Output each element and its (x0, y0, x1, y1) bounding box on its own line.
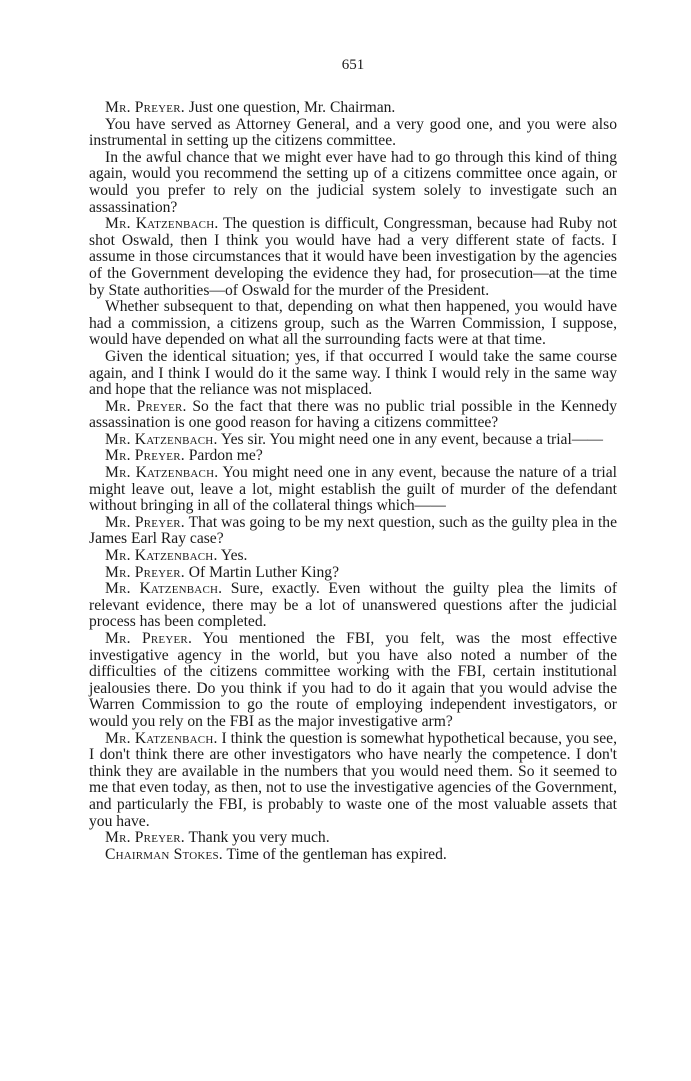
speaker-name: Chairman Stokes. (105, 845, 223, 863)
transcript-paragraph (89, 349, 617, 399)
page-number: 651 (341, 57, 365, 73)
transcript-paragraph (89, 847, 617, 864)
document-page (89, 56, 617, 863)
transcript-paragraph (89, 515, 617, 548)
transcript-paragraph (89, 150, 617, 216)
transcript-paragraph (89, 432, 617, 449)
speaker-name: Mr. Preyer. (105, 829, 185, 847)
paragraph-text: Given the identical situation; yes, if that occurred I would take the same course again, and I think I would do it the same way. I think I would rely in the same way and hope that the reliance was not misplaced. (89, 347, 617, 399)
speaker-name: Mr. Preyer. (105, 563, 185, 581)
transcript-paragraph (89, 830, 617, 847)
paragraph-text: Sure, exactly. Even without the guilty plea the limits of relevant evidence, there may be a lot of unanswered questions after the judicial process has been completed. (89, 580, 618, 631)
paragraph-text: You might need one in any event, because the nature of a trial might leave out, leave a lot, might establish the guilt of murder of the defendant without bringing in all of the collateral things which—— (89, 464, 617, 515)
transcript-paragraph (89, 548, 617, 565)
transcript-paragraph (89, 216, 617, 299)
speaker-name: Mr. Preyer. (105, 630, 193, 647)
transcript-paragraph (89, 299, 617, 349)
transcript-paragraph (89, 581, 617, 631)
paragraph-text: Of Martin Luther King? (184, 563, 339, 581)
transcript-paragraph (89, 465, 617, 515)
speaker-name: Mr. Preyer. (105, 513, 185, 531)
speaker-name: Mr. Katzenbach. (105, 729, 218, 747)
transcript-paragraph (89, 731, 617, 831)
speaker-name: Mr. Preyer. (105, 397, 187, 415)
speaker-name: Mr. Katzenbach. (105, 464, 219, 482)
paragraph-text: In the awful chance that we might ever have had to go through this kind of thing again, would you recommend the setting up of a citizens committee once again, or would you prefer to rely on the judicial system solely to investigate such an assassination? (89, 148, 617, 216)
paragraph-text: Whether subsequent to that, depending on what then happened, you would have had a commission, a citizens group, such as the Warren Commission, I suppose, would have depended on what all the surrounding facts were at that time. (89, 298, 617, 349)
transcript-paragraph (89, 448, 617, 465)
transcript-paragraph (89, 631, 617, 731)
paragraph-text: Time of the gentleman has expired. (222, 845, 447, 863)
paragraph-text: You mentioned the FBI, you felt, was the most effective investigative agency in the world, but you have also noted a number of the difficulties of the citizens committee working with the FBI, certain institutional jealousies there. Do you think if you had to do it again that you would advise the Warren Commission to go the route of employing independent investigators, or would you rely on the FBI as the major investigative arm? (89, 630, 618, 730)
paragraph-text: The question is difficult, Congressman, because had Ruby not shot Oswald, then I think you would have had a very different state of facts. I assume in those circumstances that it would have been investigation by the agencies of the Government developing the evidence they had, for prosecution—at the time by State authorities—of Oswald for the murder of the President. (89, 215, 618, 299)
transcript-paragraph (89, 399, 617, 432)
paragraph-text: Just one question, Mr. Chairman. (184, 99, 396, 116)
paragraph-text: You have served as Attorney General, and a very good one, and you were also instrumental in setting up the citizens committee. (89, 115, 617, 150)
paragraph-text: I think the question is somewhat hypothetical because, you see, I don't think there are other investigators who have nearly the competence. I don't think they are available in the numbers that you would need them. So it seemed to me that even today, as then, not to use the investigative agencies of the Government, and particularly the FBI, is probably to waste one of the most valuable assets that you have. (89, 729, 617, 830)
paragraph-text: Yes sir. You might need one in any event, because a trial—— (217, 430, 604, 448)
speaker-name: Mr. Katzenbach. (105, 430, 218, 448)
speaker-name: Mr. Katzenbach. (105, 580, 223, 598)
paragraph-text: Thank you very much. (184, 829, 330, 847)
paragraph-text: Pardon me? (184, 447, 263, 465)
paragraph-text: So the fact that there was no public trial possible in the Kennedy assassination is one good reason for having a citizens committee? (89, 397, 617, 432)
speaker-name: Mr. Katzenbach. (105, 547, 218, 565)
speaker-name: Mr. Katzenbach. (105, 215, 219, 233)
transcript-body (89, 100, 617, 863)
transcript-paragraph (89, 565, 617, 582)
speaker-name: Mr. Preyer. (105, 447, 185, 465)
speaker-name: Mr. Preyer. (105, 99, 185, 116)
paragraph-text: Yes. (217, 547, 248, 565)
paragraph-text: That was going to be my next question, such as the guilty plea in the James Earl Ray case? (89, 513, 617, 548)
transcript-paragraph (89, 117, 617, 150)
transcript-paragraph (89, 100, 617, 117)
